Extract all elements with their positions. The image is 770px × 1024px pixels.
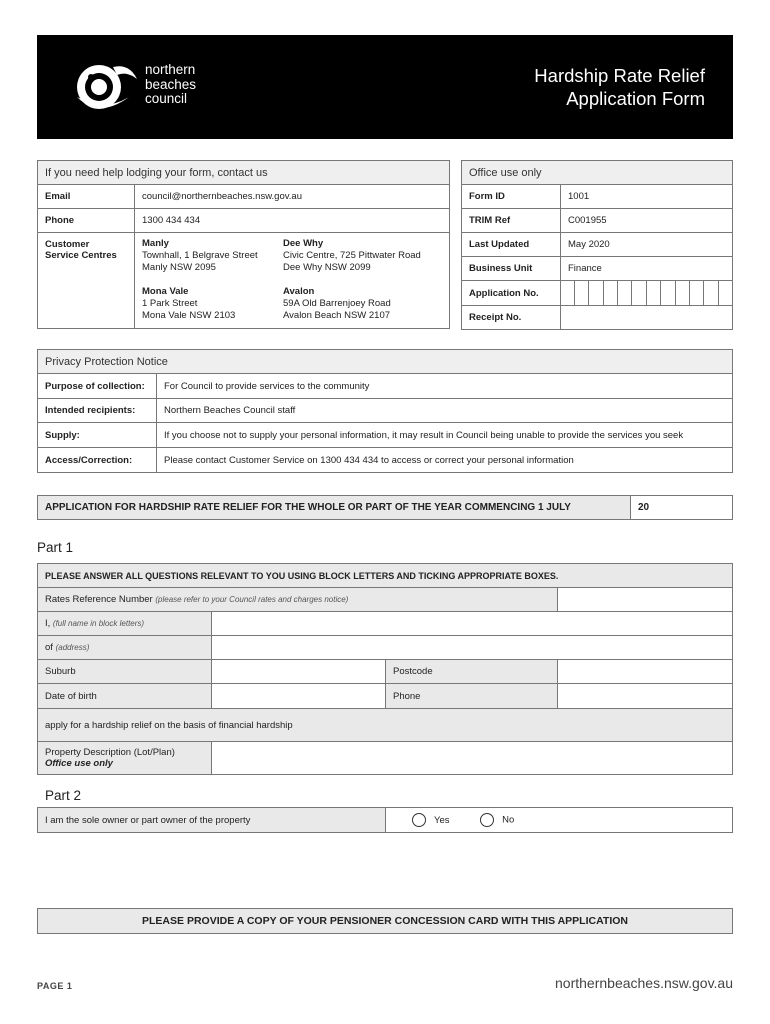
pension-notice-text: PLEASE PROVIDE A COPY OF YOUR PENSIONER CONCESSION CARD WITH THIS APPLICATION [38, 909, 733, 934]
logo-line: northern [145, 62, 196, 77]
full-name-label-text: I, [45, 618, 51, 629]
service-centres-label-line: Service Centres [45, 250, 117, 261]
part1-phone-input[interactable] [558, 684, 733, 709]
business-unit-value: Finance [561, 257, 733, 281]
centre-avalon [283, 286, 391, 322]
dob-input[interactable] [212, 684, 386, 709]
phone-label: Phone [38, 209, 135, 233]
rates-ref-label [38, 588, 558, 612]
contact-table [37, 160, 450, 329]
form-id-value: 1001 [561, 185, 733, 209]
property-input[interactable] [212, 742, 733, 775]
address-label [38, 636, 212, 660]
centre-address: Dee Why NSW 2099 [283, 262, 371, 273]
privacy-purpose-value: For Council to provide services to the community [157, 374, 733, 399]
owner-options [386, 808, 733, 833]
postcode-input[interactable] [558, 660, 733, 684]
property-label [38, 742, 212, 775]
rates-ref-input[interactable] [558, 588, 733, 612]
centre-dee-why [283, 238, 421, 274]
digit-boxes[interactable] [574, 281, 732, 305]
privacy-heading: Privacy Protection Notice [38, 350, 733, 374]
centre-manly [142, 238, 283, 274]
part-2-table [37, 807, 733, 833]
centres-row [142, 286, 442, 322]
logo-line: beaches [145, 76, 197, 92]
property-label-text: Property Description (Lot/Plan) [45, 747, 175, 758]
yes-radio[interactable] [412, 813, 426, 827]
property-office-use: Office use only [45, 758, 113, 769]
no-radio[interactable] [480, 813, 494, 827]
office-use-table [461, 160, 733, 330]
centre-mona-vale [142, 286, 283, 322]
application-no-boxes[interactable] [561, 281, 733, 306]
yes-label: Yes [434, 814, 450, 826]
centres-row [142, 238, 442, 274]
privacy-table [37, 349, 733, 473]
suburb-label: Suburb [38, 660, 212, 684]
last-updated-label: Last Updated [462, 233, 561, 257]
centre-name: Manly [142, 238, 169, 249]
application-bar [37, 495, 733, 520]
page-number: PAGE 1 [37, 981, 73, 991]
centre-address: 59A Old Barrenjoey Road [283, 298, 391, 309]
privacy-supply-value: If you choose not to supply your personal information, it may result in Council being unable to provide the services you seek [157, 423, 733, 448]
receipt-no-field[interactable] [561, 306, 733, 330]
trim-ref-label: TRIM Ref [462, 209, 561, 233]
full-name-input[interactable] [212, 612, 733, 636]
address-hint: (address) [55, 643, 90, 652]
business-unit-label: Business Unit [462, 257, 561, 281]
council-logo-text [145, 63, 196, 107]
owner-question: I am the sole owner or part owner of the property [38, 808, 386, 833]
form-title [534, 64, 705, 110]
privacy-recipients-label: Intended recipients: [38, 399, 157, 423]
centre-address: Manly NSW 2095 [142, 262, 216, 273]
centre-address: Mona Vale NSW 2103 [142, 310, 236, 321]
email-value[interactable]: council@northernbeaches.nsw.gov.au [135, 185, 450, 209]
centre-address: Avalon Beach NSW 2107 [283, 310, 391, 321]
address-input[interactable] [212, 636, 733, 660]
form-title-line: Application Form [566, 88, 705, 109]
year-field[interactable]: 20 [631, 496, 733, 520]
last-updated-value: May 2020 [561, 233, 733, 257]
centre-address: 1 Park Street [142, 298, 198, 309]
privacy-purpose-label: Purpose of collection: [38, 374, 157, 399]
part1-phone-label: Phone [386, 684, 558, 709]
postcode-label: Postcode [386, 660, 558, 684]
full-name-hint: (full name in block letters) [52, 619, 145, 628]
email-label: Email [38, 185, 135, 209]
no-label: No [502, 814, 515, 826]
header-banner [37, 35, 733, 139]
service-centres-label [38, 233, 135, 329]
privacy-access-value: Please contact Customer Service on 1300 434 434 to access or correct your personal information [157, 448, 733, 473]
application-no-label: Application No. [462, 281, 561, 306]
receipt-no-label: Receipt No. [462, 306, 561, 330]
centre-address: Townhall, 1 Belgrave Street [142, 250, 258, 261]
form-title-line: Hardship Rate Relief [534, 65, 705, 86]
council-logo-icon [69, 57, 139, 119]
website-link[interactable]: northernbeaches.nsw.gov.au [555, 975, 733, 991]
service-centres [135, 233, 450, 329]
centre-address: Civic Centre, 725 Pittwater Road [283, 250, 421, 261]
contact-heading: If you need help lodging your form, contact us [38, 161, 450, 185]
form-id-label: Form ID [462, 185, 561, 209]
dob-label: Date of birth [38, 684, 212, 709]
rates-ref-hint: (please refer to your Council rates and charges notice) [155, 595, 349, 604]
logo-line: council [145, 91, 188, 106]
part-1-instruction: PLEASE ANSWER ALL QUESTIONS RELEVANT TO YOU USING BLOCK LETTERS AND TICKING APPROPRIATE BOXES. [38, 564, 733, 588]
centre-name: Mona Vale [142, 286, 189, 297]
centre-name: Avalon [283, 286, 315, 297]
apply-text: apply for a hardship relief on the basis of financial hardship [38, 709, 733, 742]
centre-name: Dee Why [283, 238, 324, 249]
application-bar-text: APPLICATION FOR HARDSHIP RATE RELIEF FOR THE WHOLE OR PART OF THE YEAR COMMENCING 1 JULY [38, 496, 631, 520]
rates-ref-label-text: Rates Reference Number [45, 594, 153, 605]
privacy-supply-label: Supply: [38, 423, 157, 448]
office-heading: Office use only [462, 161, 733, 185]
suburb-input[interactable] [212, 660, 386, 684]
trim-ref-value: C001955 [561, 209, 733, 233]
full-name-label [38, 612, 212, 636]
privacy-access-label: Access/Correction: [38, 448, 157, 473]
part-1-table [37, 563, 733, 775]
address-label-text: of [45, 642, 53, 653]
privacy-recipients-value: Northern Beaches Council staff [157, 399, 733, 423]
pension-notice [37, 908, 733, 934]
service-centres-label-line: Customer [45, 239, 90, 250]
phone-value[interactable]: 1300 434 434 [135, 209, 450, 233]
part-1-title: Part 1 [37, 540, 74, 555]
part-2-title: Part 2 [45, 788, 82, 803]
